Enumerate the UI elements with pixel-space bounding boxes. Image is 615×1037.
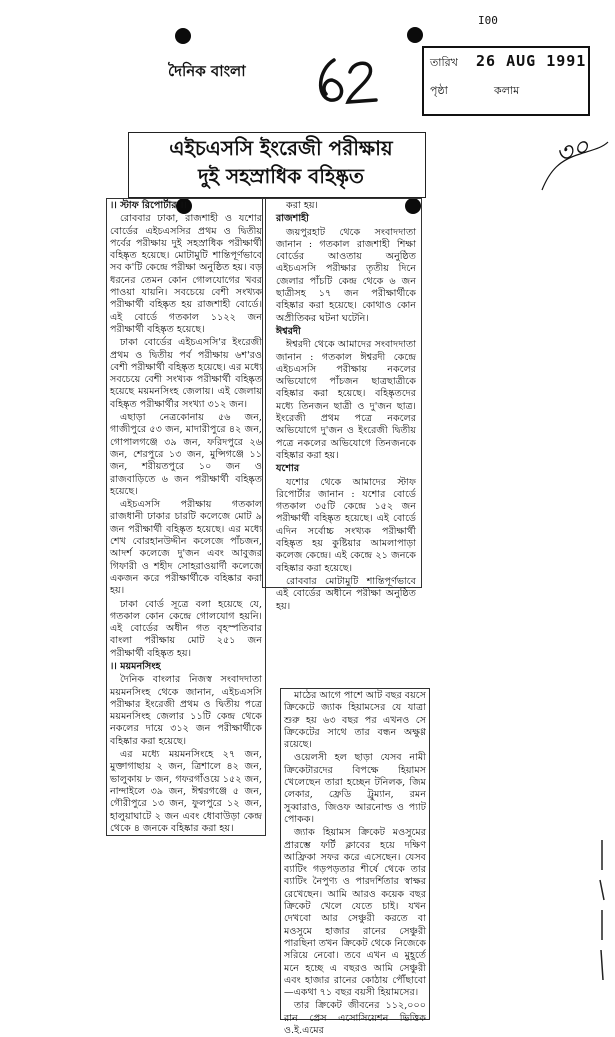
paragraph: ঢাকা বোর্ড সূত্রে বলা হয়েছে যে, গতকাল কোন কেন্দ্রে গোলযোগ হয়নি। এই বোর্ডের অধীন গত বৃহস্পতিবার বাংলা পরীক্ষায় মোট ২৫১ জন পরীক্ষার্থী বহিষ্কৃত হয়। — [110, 598, 262, 659]
punch-hole-left — [175, 28, 191, 44]
subheading-ishwardi: ঈশ্বরদী — [276, 325, 301, 337]
article-column-3 — [284, 690, 426, 1037]
stamp-date-value: 26 AUG 1991 — [476, 52, 587, 70]
stamp-page-label: পৃষ্ঠা — [430, 84, 448, 97]
paragraph: ঢাকা বোর্ডের এইচএসসি'র ইংরেজী প্রথম ও দ্বিতীয় পর্ব পরীক্ষায় ৬শ'রও বেশী পরীক্ষার্থী বহিষ্কৃত হয়েছে। এর মধ্যে সবচেয়ে বেশী সংখ্যক পরীক্ষার্থী বহিষ্কৃত হয়েছে ময়মনসিংহ জেলায়। এই জেলায় বহিষ্কৃত পরীক্ষার্থীর সংখ্যা ৩১২ জন। — [110, 337, 262, 410]
handwritten-page-number — [312, 50, 382, 112]
handwritten-mark — [540, 130, 610, 200]
punch-hole-right — [407, 27, 423, 43]
paragraph: জয়পুরহাট থেকে সংবাদদাতা জানান : গতকাল রাজশাহী শিক্ষা বোর্ডের আওতায় অনুষ্ঠিত এইচএসসি পরীক্ষার তৃতীয় দিনে জেলার পাঁচটি কেন্দ্র থেকে ৬ জন ছাত্রীসহ ১৭ জন পরীক্ষার্থীকে বহিষ্কার করা হয়েছে। কোথাও কোন অপ্রীতিকর ঘটনা ঘটেনি। — [276, 226, 416, 324]
paragraph: জ্যাক হিয়ামস ক্রিকেট মওসুমের প্রারম্ভে ফর্টি ক্লাবের হয়ে দক্ষিণ আফ্রিকা সফর করে এসেছেন। যেসব ব্যাটিং গড়পড়তার শীর্ষে থেকে তার ব্যাটিং নৈপুণ্য ও পারদর্শিতার স্বাক্ষর রেখেছেন। আমি আরও কয়েক বছর ক্রিকেট খেলে যেতে চাই। যখন দেখবো আর সেঞ্চুরী করতে বা মওসুমে হাজার রানের সেঞ্চুরী পারছিনা তখন ক্রিকেট থেকে নিজেকে সরিয়ে নেবো। তবে এখন এ মুহূর্তে মনে হচ্ছে এ বছরও আমি সেঞ্চুরী এবং হাজার রানের কোঠায় পৌঁছাবো—একথা ৭১ বছর বয়সী হিয়ামসের। — [284, 827, 426, 999]
subheading-mymensingh: ।। ময়মনসিংহ — [110, 660, 161, 672]
paragraph: মাঠের আগে পাশে আট বছর বয়সে ক্রিকেটে জ্যাক হিয়ামসের যে যাত্রা শুরু হয় ৬৩ বছর পর এখনও সে ক্রিকেটের সাথে তার বন্ধন অক্ষুণ্ণ রয়েছে। — [284, 690, 426, 751]
paragraph: এছাড়া নেত্রকোনায় ৫৬ জন, গাজীপুরে ৫৩ জন, মাদারীপুরে ৪২ জন, গোপালগঞ্জে ৩৯ জন, ফরিদপুরে ২৬ জন, শেরপুরে ১৩ জন, মুন্সিগঞ্জে ১১ জন, শরীয়তপুরে ১০ জন ও রাজবাড়িতে ৬ জন পরীক্ষার্থী বহিষ্কৃত হয়েছে। — [110, 412, 262, 497]
paragraph: রোববার ঢাকা, রাজশাহী ও যশোর বোর্ডের এইচএসসির প্রথম ও দ্বিতীয় পর্বের পরীক্ষায় দুই সহস্রাধিক পরীক্ষার্থী বহিষ্কৃত হয়েছে। মোটামুটি শান্তিপূর্ণভাবে সব ক'টি কেন্দ্রে পরীক্ষা অনুষ্ঠিত হয়। বড় ধরনের তেমন কোন গোলযোগের খবর পাওয়া যায়নি। সবচেয়ে বেশী সংখ্যক পরীক্ষার্থী বহিষ্কৃত হয় রাজশাহী বোর্ডে। এই বোর্ডে গতকাল ১১২২ জন পরীক্ষার্থী বহিষ্কৃত হয়েছে। — [110, 213, 262, 335]
article-column-1 — [110, 200, 262, 832]
subheading-rajshahi: রাজশাহী — [276, 213, 309, 225]
stamp-date-label: তারিখ — [430, 56, 458, 69]
edge-scan-artifact — [596, 840, 608, 980]
paragraph: যশোর থেকে আমাদের স্টাফ রিপোর্টার জানান : যশোর বোর্ডে গতকাল ৩৫টি কেন্দ্রে ১৫২ জন পরীক্ষার্থী বহিষ্কৃত হয়েছে। এই বোর্ডে এদিন সর্বোচ্চ সংখ্যক পরীক্ষার্থী বহিষ্কৃত হয় কুষ্টিয়ার আমলাপাড়া কলেজ কেন্দ্রে। এই কেন্দ্রে ২১ জনকে বহিষ্কার করা হয়েছে। — [276, 476, 416, 574]
paragraph: করা হয়। — [286, 200, 318, 211]
article-column-2 — [276, 200, 416, 612]
headline-line2: দুই সহস্রাধিক বহিষ্কৃত — [198, 164, 364, 188]
date-stamp — [422, 46, 590, 116]
paragraph: রোববার মোটামুটি শান্তিপূর্ণভাবে এই বোর্ডের অধীনে পরীক্ষা অনুষ্ঠিত হয়। — [276, 575, 416, 612]
paragraph: এইচএসসি পরীক্ষায় গতকাল রাজধানী ঢাকার চারটি কলেজে মোট ৯ জন পরীক্ষার্থী বহিষ্কৃত হয়েছে। এর মধ্যে শেখ বোরহানউদ্দীন কলেজে পাঁচজন, আদর্শ কলেজে দু'জন এবং আবুজর গিফারী ও শহীদ সোহরাওয়ার্দী কলেজে একজন করে পরীক্ষার্থীকে বহিষ্কার করা হয়। — [110, 499, 262, 597]
paragraph: তার ক্রিকেট জীবনের ১১২,০০০ রান প্রেস এসোসিয়েশন ভিত্তিক ও.ই.এমের — [284, 1000, 426, 1037]
paragraph: এর মধ্যে ময়মনসিংহে ২৭ জন, মুক্তাগাছায় ২ জন, ত্রিশালে ৪২ জন, ভালুকায় ৮ জন, গফরগাঁওয়ে ১৫২ জন, নান্দাইলে ৩৯ জন, ঈশ্বরগঞ্জে ৫ জন, গৌরীপুরে ১৩ জন, ফুলপুরে ১২ জন, হালুয়াঘাটে ২ জন এবং ধোবাউড়া কেন্দ্র থেকে ৪ জনকে বহিষ্কার করা হয়। — [110, 749, 262, 834]
paragraph: ঈশ্বরদী থেকে আমাদের সংবাদদাতা জানান : গতকাল ঈশ্বরদী কেন্দ্রে এইচএসসি পরীক্ষায় নকলের অভিযোগে পাঁচজন ছাত্রছাত্রীকে বহিষ্কার করা হয়েছে। বহিষ্কৃতদের মধ্যে তিনজন ছাত্রী ও দু'জন ছাত্র। ইংরেজী প্রথম পত্রে নকলের অভিযোগে দু'জন ও ইংরেজী দ্বিতীয় পত্রে নকলের অভিযোগে তিনজনকে বহিষ্কার করা হয়। — [276, 339, 416, 461]
newspaper-name: দৈনিক বাংলা — [168, 62, 246, 80]
stamp-column-label: কলাম — [494, 84, 520, 97]
margin-note: ৩০ — [551, 131, 594, 171]
byline: ।। স্টাফ রিপোর্টার ।। — [110, 200, 187, 211]
headline-line1: এইচএসসি ইংরেজী পরীক্ষায় — [169, 136, 393, 160]
stamp-top-text: I00 — [478, 14, 498, 27]
paragraph: দৈনিক বাংলার নিজস্ব সংবাদদাতা ময়মনসিংহ থেকে জানান, এইচএসসি পরীক্ষার ইংরেজী প্রথম ও দ্বিতীয় পত্রে ময়মনসিংহ জেলার ১১টি কেন্দ্র থেকে নকলের দায়ে ৩১২ জন পরীক্ষার্থীকে বহিষ্কার করা হয়েছে। — [110, 674, 262, 747]
subheading-jessore: যশোর — [276, 463, 300, 475]
paragraph: ওয়েলসী হল ছাড়া যেসব নামী ক্রিকেটারদের বিপক্ষে হিয়ামস খেলেছেন তারা হচ্ছেন টনিলক, জিম লেকার, ফ্রেডি ট্রুম্যান, রমন সুব্বারাও, জিওফ আরনোল্ড ও প্যাট পোকক। — [284, 752, 426, 825]
